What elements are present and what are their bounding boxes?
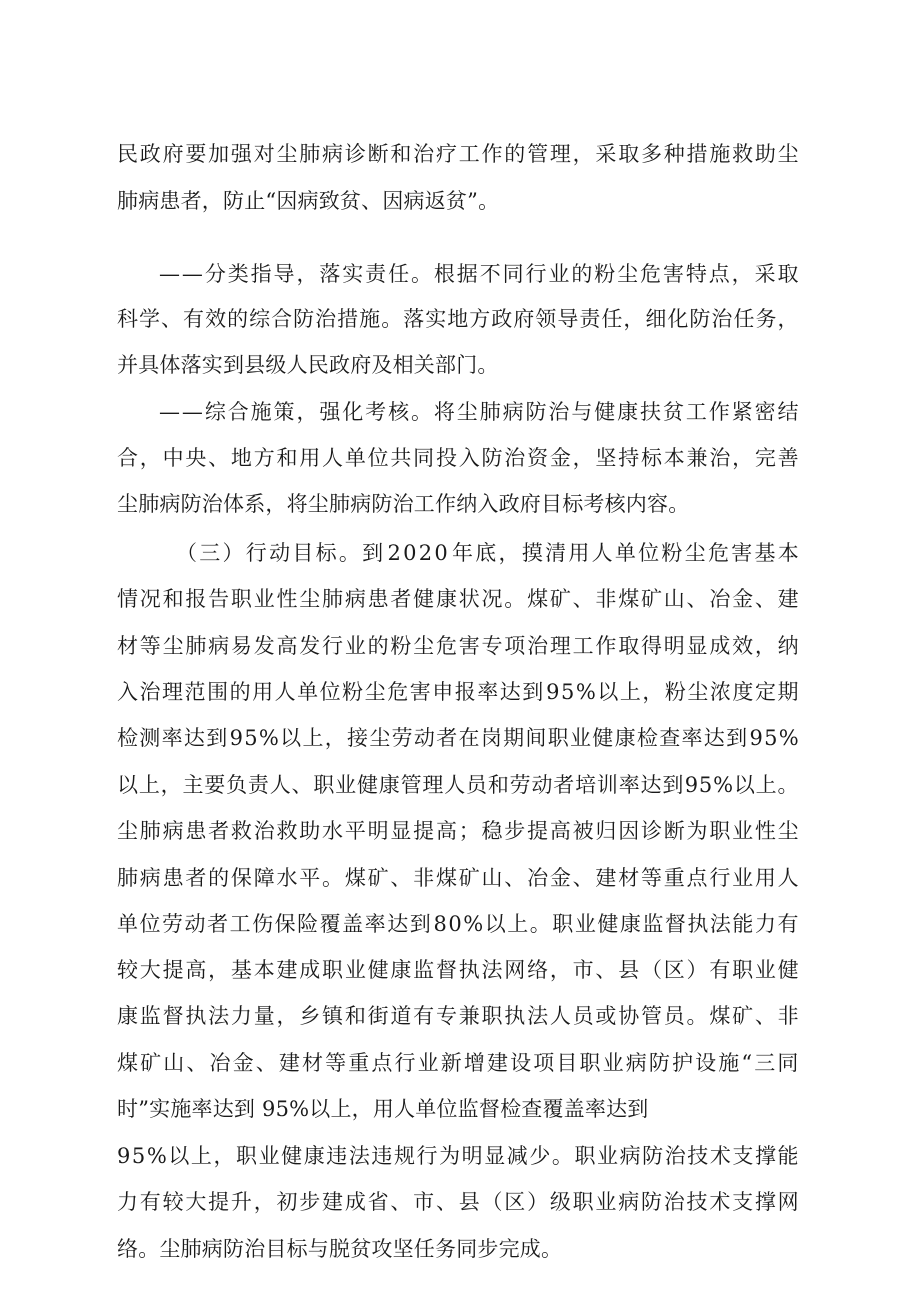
text-line: 尘 肺 病 患 者 救 治 救 助 水 平 明 显 提 高 ； 稳 步 提 高 被 归 因 诊 断 为 职 业 性 尘 <box>117 819 799 843</box>
text-line: 肺 病 患 者 的 保 障 水 平 。 煤 矿 、 非 煤 矿 山 、 冶 金 、 建 材 等 重 点 行 业 用 人 <box>117 866 799 890</box>
text-line: 较 大 提 高 ， 基 本 建 成 职 业 健 康 监 督 执 法 网 络 ， 市 、 县 （ 区 ） 有 职 业 健 <box>117 958 799 982</box>
text-line: 并具体落实到县级人民政府及相关部门。 <box>117 353 499 377</box>
text-line: 以 上 ， 主 要 负 责 人 、 职 业 健 康 管 理 人 员 和 劳 动 者 培 训 率 达 到 9 5 % 以 上 。 <box>117 773 799 797</box>
text-line: 煤 矿 山 、 冶 金 、 建 材 等 重 点 行 业 新 增 建 设 项 目 职 业 病 防 护 设 施 “ 三 同 <box>117 1051 799 1075</box>
text-line: — — 分 类 指 导 ， 落 实 责 任 。 根 据 不 同 行 业 的 粉 尘 危 害 特 点 ， 采 取 <box>159 262 799 286</box>
text-line: 民 政 府 要 加 强 对 尘 肺 病 诊 断 和 治 疗 工 作 的 管 理 ， 采 取 多 种 措 施 救 助 尘 <box>117 142 799 166</box>
text-line: 9 5 % 以 上 ， 职 业 健 康 违 法 违 规 行 为 明 显 减 少 。 职 业 病 防 治 技 术 支 撑 能 <box>117 1144 799 1168</box>
text-line: 科 学 、 有 效 的 综 合 防 治 措 施 。 落 实 地 方 政 府 领 导 责 任 ， 细 化 防 治 任 务 ， <box>117 307 799 331</box>
text-line: 康 监 督 执 法 力 量 ， 乡 镇 和 街 道 有 专 兼 职 执 法 人 员 或 协 管 员 。 煤 矿 、 非 <box>117 1004 799 1028</box>
text-line: 材 等 尘 肺 病 易 发 高 发 行 业 的 粉 尘 危 害 专 项 治 理 工 作 取 得 明 显 成 效 ， 纳 <box>117 634 799 658</box>
text-line: 尘肺病防治体系，将尘肺病防治工作纳入政府目标考核内容。 <box>117 492 690 516</box>
text-line: 力 有 较 大 提 升 ， 初 步 建 成 省 、 市 、 县 （ 区 ） 级 职 业 病 防 治 技 术 支 撑 网 <box>117 1190 799 1214</box>
text-line: 络。尘肺病防治目标与脱贫攻坚任务同步完成。 <box>117 1237 563 1261</box>
text-line: 入 治 理 范 围 的 用 人 单 位 粉 尘 危 害 申 报 率 达 到 9 5 % 以 上 ， 粉 尘 浓 度 定 期 <box>117 680 799 704</box>
text-line: （ 三 ） 行 动 目 标 。 到 2 0 2 0 年 底 ， 摸 清 用 人 单 位 粉 尘 危 害 基 本 <box>176 541 799 565</box>
text-line: — — 综 合 施 策 ， 强 化 考 核 。 将 尘 肺 病 防 治 与 健 康 扶 贫 工 作 紧 密 结 <box>159 400 799 424</box>
text-line: 肺病患者，防止“因病致贫、因病返贫”。 <box>117 189 500 213</box>
text-line: 单 位 劳 动 者 工 伤 保 险 覆 盖 率 达 到 8 0 % 以 上 。 职 业 健 康 监 督 执 法 能 力 有 <box>117 912 799 936</box>
text-line: 时”实施率达到 95%以上，用人单位监督检查覆盖率达到 <box>117 1097 649 1121</box>
text-line: 情 况 和 报 告 职 业 性 尘 肺 病 患 者 健 康 状 况 。 煤 矿 、 非 煤 矿 山 、 冶 金 、 建 <box>117 587 799 611</box>
text-line: 合 ， 中 央 、 地 方 和 用 人 单 位 共 同 投 入 防 治 资 金 ， 坚 持 标 本 兼 治 ， 完 善 <box>117 446 799 470</box>
text-line: 检 测 率 达 到 9 5 % 以 上 ， 接 尘 劳 动 者 在 岗 期 间 职 业 健 康 检 查 率 达 到 9 5 % <box>117 726 799 750</box>
